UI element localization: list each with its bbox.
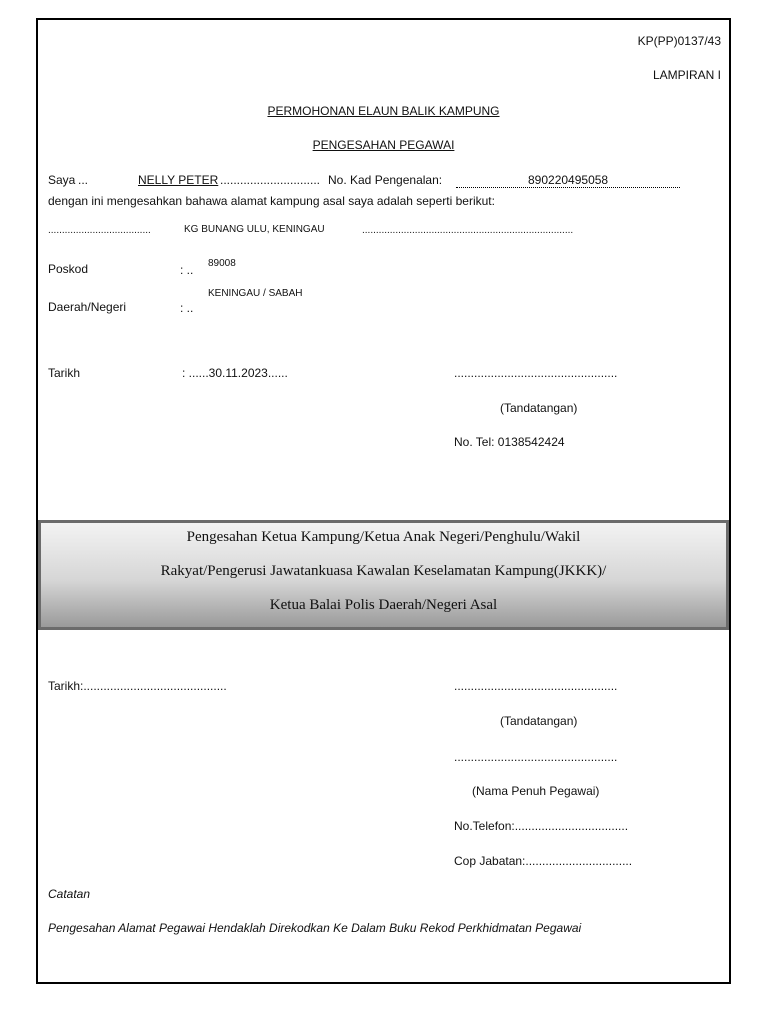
verifier-telefon: No.Telefon:..................................	[454, 819, 629, 833]
poskod-label: Poskod	[48, 262, 89, 276]
saya-dots: ...	[78, 173, 89, 187]
ic-field	[456, 173, 680, 188]
address-dots-right: ............................................................................	[362, 225, 574, 236]
banner-line-1: Pengesahan Ketua Kampung/Ketua Anak Negeri/Penghulu/Wakil	[186, 529, 581, 545]
verifier-signature-label: (Tandatangan)	[500, 714, 578, 728]
poskod-value: 89008	[208, 258, 236, 269]
verifier-signature-dots: .................................................	[454, 679, 618, 693]
officer-name: NELLY PETER	[138, 173, 219, 187]
catatan-text: Pengesahan Alamat Pegawai Hendaklah Direkodkan Ke Dalam Buku Rekod Perkhidmatan Pegawai	[48, 921, 582, 935]
form-title: PERMOHONAN ELAUN BALIK KAMPUNG	[267, 104, 500, 118]
tarikh-label: Tarikh	[48, 366, 81, 380]
officer-signature-label: (Tandatangan)	[500, 401, 578, 415]
daerah-sep: : ..	[180, 301, 194, 315]
reference-number: KP(PP)0137/43	[637, 34, 721, 48]
verifier-tarikh: Tarikh:...........................................	[48, 679, 227, 693]
verifier-name-dots: .................................................	[454, 750, 618, 764]
verifier-name-label: (Nama Penuh Pegawai)	[472, 784, 600, 798]
address-dots-left: .....................................	[48, 225, 151, 236]
officer-phone: No. Tel: 0138542424	[454, 435, 565, 449]
ic-number: 890220495058	[528, 173, 609, 187]
name-dots: ..............................	[220, 173, 321, 187]
form-page	[36, 18, 731, 984]
tarikh-value: : ......30.11.2023......	[182, 366, 288, 380]
officer-signature-dots: .................................................	[454, 366, 618, 380]
banner-line-2: Rakyat/Pengerusi Jawatankuasa Kawalan Keselamatan Kampung(JKKK)/	[160, 563, 607, 579]
confirm-text: dengan ini mengesahkan bahawa alamat kampung asal saya adalah seperti berikut:	[48, 194, 495, 208]
lampiran-label: LAMPIRAN I	[652, 68, 721, 82]
catatan-label: Catatan	[48, 887, 91, 901]
daerah-label: Daerah/Negeri	[48, 300, 127, 314]
verifier-cop: Cop Jabatan:................................	[454, 854, 633, 868]
form-subtitle: PENGESAHAN PEGAWAI	[312, 138, 455, 152]
saya-label: Saya	[48, 173, 76, 187]
poskod-sep: : ..	[180, 263, 194, 277]
banner-line-3: Ketua Balai Polis Daerah/Negeri Asal	[269, 597, 498, 613]
verification-banner	[38, 520, 729, 630]
ic-label: No. Kad Pengenalan:	[328, 173, 443, 187]
address-value: KG BUNANG ULU, KENINGAU	[184, 224, 325, 235]
daerah-value: KENINGAU / SABAH	[208, 288, 303, 299]
